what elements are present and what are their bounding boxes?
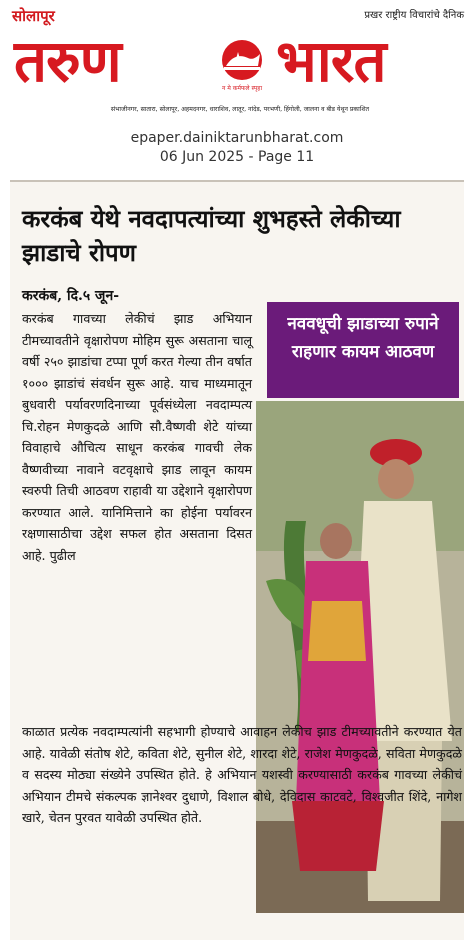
editions-line: संभाजीनगर, सातारा, सोलापूर, अहमदनगर, धाराशिव, लातूर, नांदेड, परभणी, हिंगोली, जालना व बीड येथून प्रकाशित [110,106,370,113]
news-article [10,180,464,940]
couple-planting-tree-photo [256,401,464,913]
newspaper-masthead [0,0,474,122]
article-headline: करकंब येथे नवदापत्यांच्या शुभहस्ते लेकीच्या झाडाचे रोपण [22,204,401,267]
newspaper-title-part-2: भारत [276,27,386,95]
article-body-continued: काळात प्रत्येक नवदाम्पत्यांनी सहभागी होण्याचे आवाहन लेकीच झाड टीमच्यावतीने करण्यात येत आहे. यावेळी संतोष शेटे, कविता शेटे, सुनील शेटे, शारदा शेटे, राजेश मेणकुदळे, सविता मेणकुदळे व सदस्य मोठ्या संख्येने उपस्थित होते. हे अभियान यशस्वी करण्यासाठी करकंब गावच्या लेकीचं अभियान टीमचे संकल्पक ज्ञानेश्वर दुधाणे, विशाल बोधे, देविदास काटवटे, विश्वजीत शिंदे, नागेश खारे, चेतन पुरवत यावेळी उपस्थित होते. [22,724,462,825]
issue-date-page: 06 Jun 2025 - Page 11 [159,149,315,165]
highlight-text: नववधूची झाडाच्या रुपाने राहणार कायम आठवण [287,314,439,362]
newspaper-title-part-1: तरुण [14,27,121,95]
article-body-column: करकंब गावच्या लेकीचं झाड अभियान टीमच्यावतीने वृक्षारोपण मोहिम सुरू असताना चालू वर्षी २५० झाडांचा टप्पा पूर्ण करत गेल्या तीन वर्षात १००० झाडांचं संवर्धन सुरू आहे. याच माध्यमातून बुधवारी पर्यावरणदिनाच्या पूर्वसंध्येला नवदाम्पत्य चि.रोहन मेणकुदळे आणि सौ.वैष्णवी शेटे यांच्या विवाहाचे औचित्य साधून करकंब गावची लेक वैष्णवीच्या नावाने वटवृक्षाचे झाड लावून कायम स्वरुपी तिची आठवण राहावी या उद्देशाने वृक्षारोपण करण्यात आले. यानिमित्ताने का होईना पर्यावरन रक्षणासाठीचा उद्देश सफल होत असताना दिसत आहे. पुढील [22,311,252,563]
epaper-url[interactable]: epaper.dainiktarunbharat.com [130,130,344,146]
highlight-box [267,302,459,398]
torch-emblem-icon [214,36,270,86]
logo-motto: न मे कर्मफले स्पृहा [221,85,262,92]
edition-city: सोलापूर [12,7,55,25]
article-dateline: करकंब, दि.५ जून- [22,288,120,304]
newspaper-tagline: प्रखर राष्ट्रीय विचारांचे दैनिक [364,10,464,21]
